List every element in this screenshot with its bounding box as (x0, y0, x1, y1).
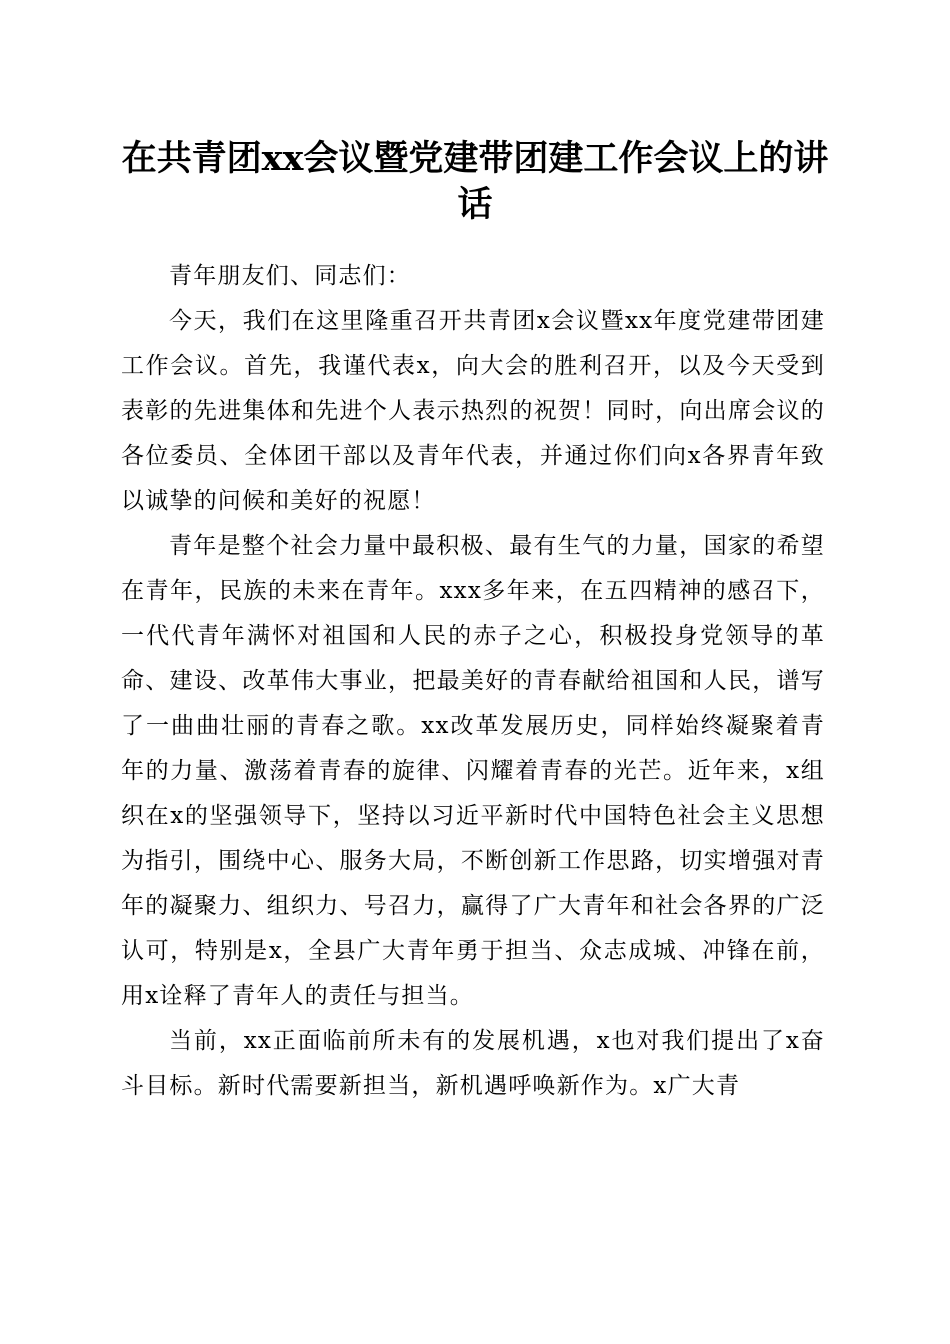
document-title: 在共青团xx会议暨党建带团建工作会议上的讲话 (121, 138, 829, 225)
body-paragraph: 今天，我们在这里隆重召开共青团x会议暨xx年度党建带团建工作会议。首先，我谨代表x，向大会的胜利召开，以及今天受到表彰的先进集体和先进个人表示热烈的祝贺！同时，向出席会议的各位委员、全体团干部以及青年代表，并通过你们向x各界青年致以诚挚的问候和美好的祝愿！ (121, 308, 825, 514)
body-paragraph: 青年是整个社会力量中最积极、最有生气的力量，国家的希望在青年，民族的未来在青年。xxx多年来，在五四精神的感召下，一代代青年满怀对祖国和人民的赤子之心，积极投身党领导的革命、建设、改革伟大事业，把最美好的青春献给祖国和人民，谱写了一曲曲壮丽的青春之歌。xx改革发展历史，同样始终凝聚着青年的力量、激荡着青春的旋律、闪耀着青春的光芒。近年来，x组织在x的坚强领导下，坚持以习近平新时代中国特色社会主义思想为指引，围绕中心、服务大局，不断创新工作思路，切实增强对青年的凝聚力、组织力、号召力，赢得了广大青年和社会各界的广泛认可，特别是x，全县广大青年勇于担当、众志成城、冲锋在前，用x诠释了青年人的责任与担当。 (121, 533, 825, 1009)
salutation-paragraph: 青年朋友们、同志们： (169, 263, 411, 289)
body-paragraph: 当前，xx正面临前所未有的发展机遇，x也对我们提出了x奋斗目标。新时代需要新担当，新机遇呼唤新作为。x广大青 (121, 1028, 825, 1099)
document-body (121, 254, 825, 1109)
